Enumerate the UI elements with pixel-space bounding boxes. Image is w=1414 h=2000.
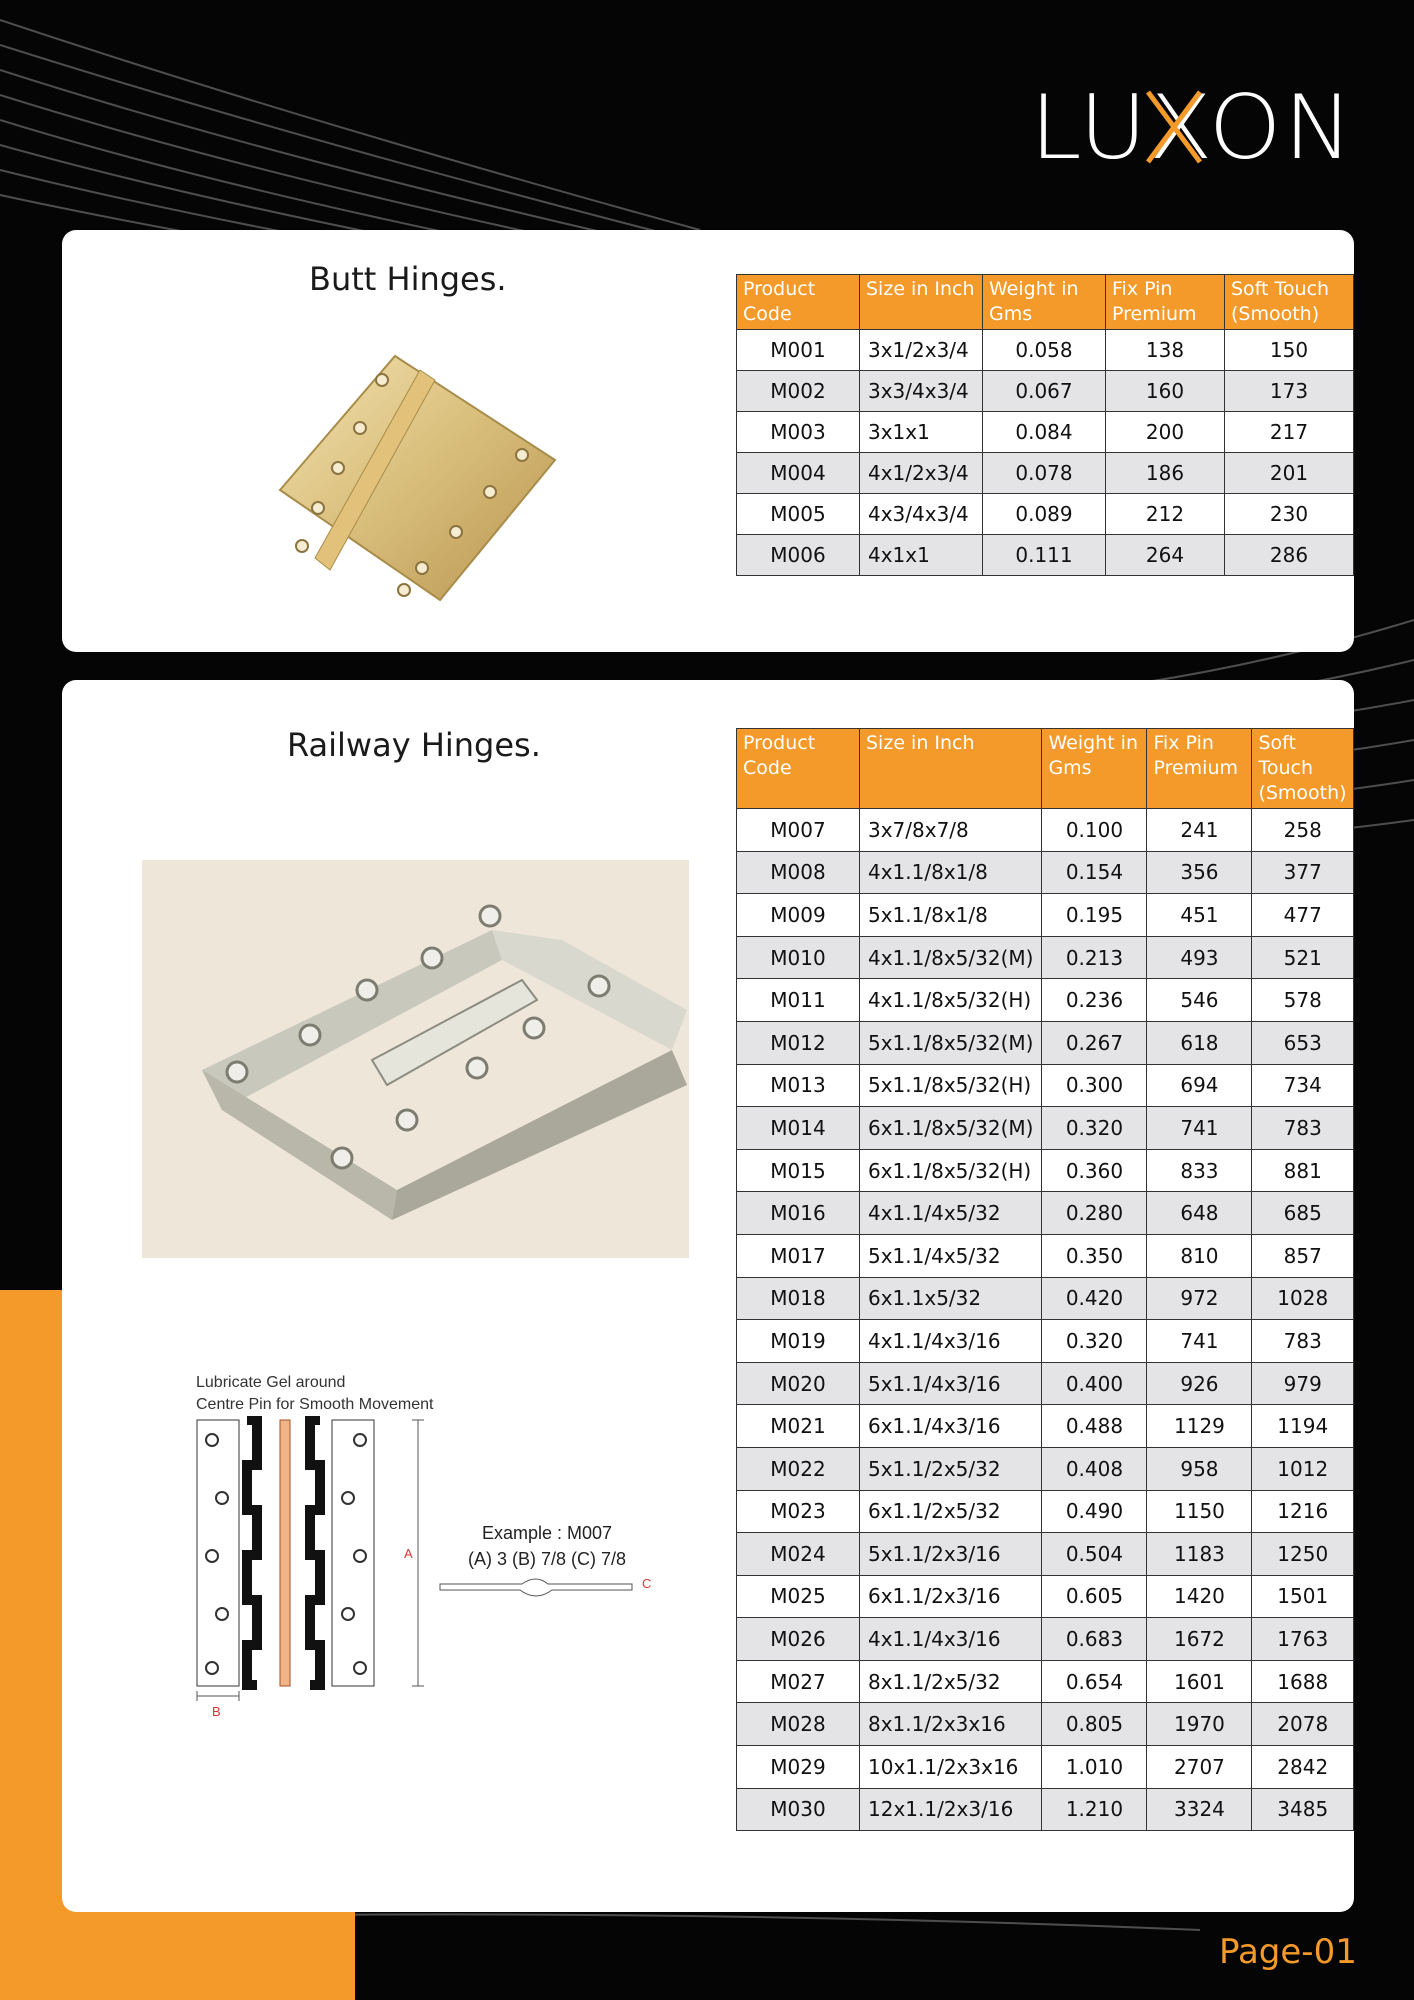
soft-touch-price-cell: 881 [1252,1149,1354,1192]
soft-touch-price-cell: 150 [1225,330,1354,371]
size-cell: 8x1.1/2x5/32 [860,1660,1042,1703]
weight-cell: 0.360 [1042,1149,1147,1192]
soft-touch-price-cell: 217 [1225,412,1354,453]
side-profile-schematic [436,1574,676,1610]
table-row [737,330,1354,371]
col-product-code: Product Code [737,275,860,330]
fix-pin-price-cell: 1129 [1147,1405,1252,1448]
soft-touch-price-cell: 2842 [1252,1746,1354,1789]
size-cell: 6x1.1/2x5/32 [860,1490,1042,1533]
fix-pin-price-cell: 833 [1147,1149,1252,1192]
weight-cell: 0.300 [1042,1064,1147,1107]
size-cell: 5x1.1/4x5/32 [860,1234,1042,1277]
weight-cell: 0.236 [1042,979,1147,1022]
size-cell: 6x1.1/8x5/32(M) [860,1107,1042,1150]
fix-pin-price-cell: 241 [1147,809,1252,852]
label-c: C [642,1576,652,1591]
soft-touch-price-cell: 1194 [1252,1405,1354,1448]
product-code-cell: M017 [737,1234,860,1277]
fix-pin-price-cell: 160 [1106,371,1225,412]
fix-pin-price-cell: 200 [1106,412,1225,453]
weight-cell: 0.213 [1042,936,1147,979]
product-code-cell: M015 [737,1149,860,1192]
weight-cell: 0.420 [1042,1277,1147,1320]
weight-cell: 0.805 [1042,1703,1147,1746]
size-cell: 5x1.1/4x3/16 [860,1362,1042,1405]
soft-touch-price-cell: 173 [1225,371,1354,412]
product-code-cell: M012 [737,1021,860,1064]
soft-touch-price-cell: 258 [1252,809,1354,852]
size-cell: 4x3/4x3/4 [860,494,983,535]
size-cell: 4x1/2x3/4 [860,453,983,494]
railway-hinge-photo [142,860,689,1258]
table-row [737,412,1354,453]
page-number: Page-01 [1219,1932,1357,1972]
soft-touch-price-cell: 979 [1252,1362,1354,1405]
soft-touch-price-cell: 1688 [1252,1660,1354,1703]
product-code-cell: M001 [737,330,860,371]
col-size: Size in Inch [860,729,1042,809]
fix-pin-price-cell: 1601 [1147,1660,1252,1703]
soft-touch-price-cell: 783 [1252,1320,1354,1363]
table-row [737,1107,1354,1150]
product-code-cell: M025 [737,1575,860,1618]
size-cell: 4x1.1/4x5/32 [860,1192,1042,1235]
weight-cell: 0.490 [1042,1490,1147,1533]
product-code-cell: M010 [737,936,860,979]
weight-cell: 0.408 [1042,1447,1147,1490]
size-cell: 4x1.1/4x3/16 [860,1618,1042,1661]
fix-pin-price-cell: 264 [1106,535,1225,576]
product-code-cell: M006 [737,535,860,576]
fix-pin-price-cell: 3324 [1147,1788,1252,1831]
table-row [737,1703,1354,1746]
product-code-cell: M028 [737,1703,860,1746]
soft-touch-price-cell: 1216 [1252,1490,1354,1533]
soft-touch-price-cell: 286 [1225,535,1354,576]
weight-cell: 0.320 [1042,1320,1147,1363]
fix-pin-price-cell: 546 [1147,979,1252,1022]
fix-pin-price-cell: 493 [1147,936,1252,979]
table-row [737,453,1354,494]
table-row [737,494,1354,535]
product-code-cell: M021 [737,1405,860,1448]
size-cell: 5x1.1/8x5/32(M) [860,1021,1042,1064]
size-cell: 6x1.1/2x3/16 [860,1575,1042,1618]
weight-cell: 0.350 [1042,1234,1147,1277]
size-cell: 8x1.1/2x3x16 [860,1703,1042,1746]
fix-pin-price-cell: 958 [1147,1447,1252,1490]
product-code-cell: M026 [737,1618,860,1661]
size-cell: 5x1.1/8x1/8 [860,894,1042,937]
weight-cell: 0.195 [1042,894,1147,937]
product-code-cell: M007 [737,809,860,852]
weight-cell: 0.683 [1042,1618,1147,1661]
col-product-code: Product Code [737,729,860,809]
product-code-cell: M027 [737,1660,860,1703]
table-row [737,936,1354,979]
table-row [737,1405,1354,1448]
soft-touch-price-cell: 521 [1252,936,1354,979]
product-code-cell: M011 [737,979,860,1022]
product-code-cell: M019 [737,1320,860,1363]
table-row [737,1021,1354,1064]
table-row [737,1660,1354,1703]
table-row [737,1447,1354,1490]
soft-touch-price-cell: 857 [1252,1234,1354,1277]
hinge-schematic [190,1416,430,1706]
size-cell: 3x7/8x7/8 [860,809,1042,852]
butt-hinge-photo [270,350,570,620]
table-row [737,1149,1354,1192]
fix-pin-price-cell: 138 [1106,330,1225,371]
product-code-cell: M013 [737,1064,860,1107]
weight-cell: 0.058 [983,330,1106,371]
fix-pin-price-cell: 741 [1147,1107,1252,1150]
product-code-cell: M008 [737,851,860,894]
fix-pin-price-cell: 186 [1106,453,1225,494]
table-row [737,894,1354,937]
weight-cell: 0.100 [1042,809,1147,852]
fix-pin-price-cell: 1420 [1147,1575,1252,1618]
size-cell: 4x1x1 [860,535,983,576]
fix-pin-price-cell: 1970 [1147,1703,1252,1746]
product-code-cell: M023 [737,1490,860,1533]
soft-touch-price-cell: 201 [1225,453,1354,494]
table-row [737,1277,1354,1320]
example-values: (A) 3 (B) 7/8 (C) 7/8 [468,1549,627,1569]
soft-touch-price-cell: 1012 [1252,1447,1354,1490]
product-code-cell: M002 [737,371,860,412]
soft-touch-price-cell: 1501 [1252,1575,1354,1618]
product-code-cell: M024 [737,1533,860,1576]
table-row [737,851,1354,894]
table-row [737,1192,1354,1235]
table-row [737,1064,1354,1107]
soft-touch-price-cell: 1250 [1252,1533,1354,1576]
label-b: B [212,1704,221,1719]
soft-touch-price-cell: 734 [1252,1064,1354,1107]
product-code-cell: M003 [737,412,860,453]
table-row [737,809,1354,852]
table-row [737,1618,1354,1661]
soft-touch-price-cell: 1763 [1252,1618,1354,1661]
size-cell: 6x1.1x5/32 [860,1277,1042,1320]
weight-cell: 1.010 [1042,1746,1147,1789]
table-row [737,1362,1354,1405]
weight-cell: 0.078 [983,453,1106,494]
butt-hinges-title: Butt Hinges. [309,260,507,298]
product-code-cell: M020 [737,1362,860,1405]
soft-touch-price-cell: 2078 [1252,1703,1354,1746]
weight-cell: 0.280 [1042,1192,1147,1235]
product-code-cell: M029 [737,1746,860,1789]
fix-pin-price-cell: 618 [1147,1021,1252,1064]
fix-pin-price-cell: 648 [1147,1192,1252,1235]
fix-pin-price-cell: 926 [1147,1362,1252,1405]
weight-cell: 1.210 [1042,1788,1147,1831]
example-title: Example : M007 [481,1523,613,1543]
col-fix-pin: Fix Pin Premium [1147,729,1252,809]
fix-pin-price-cell: 2707 [1147,1746,1252,1789]
soft-touch-price-cell: 230 [1225,494,1354,535]
table-header-row [737,729,1354,809]
product-code-cell: M014 [737,1107,860,1150]
weight-cell: 0.267 [1042,1021,1147,1064]
product-code-cell: M005 [737,494,860,535]
fix-pin-price-cell: 810 [1147,1234,1252,1277]
soft-touch-price-cell: 783 [1252,1107,1354,1150]
soft-touch-price-cell: 578 [1252,979,1354,1022]
table-row [737,979,1354,1022]
table-row [737,1234,1354,1277]
product-code-cell: M004 [737,453,860,494]
size-cell: 4x1.1/4x3/16 [860,1320,1042,1363]
product-code-cell: M009 [737,894,860,937]
product-code-cell: M018 [737,1277,860,1320]
fix-pin-price-cell: 1183 [1147,1533,1252,1576]
brand-name: LUXON [1030,78,1355,178]
size-cell: 3x1x1 [860,412,983,453]
col-size: Size in Inch [860,275,983,330]
soft-touch-price-cell: 3485 [1252,1788,1354,1831]
table-row [737,1575,1354,1618]
fix-pin-price-cell: 972 [1147,1277,1252,1320]
col-fix-pin: Fix Pin Premium [1106,275,1225,330]
table-header-row [737,275,1354,330]
soft-touch-price-cell: 653 [1252,1021,1354,1064]
product-code-cell: M030 [737,1788,860,1831]
size-cell: 5x1.1/2x3/16 [860,1533,1042,1576]
fix-pin-price-cell: 1150 [1147,1490,1252,1533]
weight-cell: 0.320 [1042,1107,1147,1150]
col-weight: Weight in Gms [983,275,1106,330]
col-weight: Weight in Gms [1042,729,1147,809]
col-soft-touch: Soft Touch (Smooth) [1225,275,1354,330]
fix-pin-price-cell: 694 [1147,1064,1252,1107]
weight-cell: 0.504 [1042,1533,1147,1576]
luxon-logo [1030,78,1355,178]
table-row [737,1490,1354,1533]
size-cell: 5x1.1/2x5/32 [860,1447,1042,1490]
fix-pin-price-cell: 212 [1106,494,1225,535]
example-block [468,1520,626,1572]
table-row [737,1746,1354,1789]
weight-cell: 0.605 [1042,1575,1147,1618]
size-cell: 10x1.1/2x3x16 [860,1746,1042,1789]
col-soft-touch: Soft Touch (Smooth) [1252,729,1354,809]
weight-cell: 0.084 [983,412,1106,453]
hinge-diagram [190,1368,670,1718]
weight-cell: 0.488 [1042,1405,1147,1448]
weight-cell: 0.067 [983,371,1106,412]
size-cell: 4x1.1/8x5/32(M) [860,936,1042,979]
table-row [737,1320,1354,1363]
table-row [737,371,1354,412]
size-cell: 5x1.1/8x5/32(H) [860,1064,1042,1107]
size-cell: 4x1.1/8x5/32(H) [860,979,1042,1022]
soft-touch-price-cell: 685 [1252,1192,1354,1235]
lubricate-note: Lubricate Gel around Centre Pin for Smooth Movement [196,1374,434,1413]
soft-touch-price-cell: 477 [1252,894,1354,937]
soft-touch-price-cell: 1028 [1252,1277,1354,1320]
weight-cell: 0.111 [983,535,1106,576]
size-cell: 3x1/2x3/4 [860,330,983,371]
weight-cell: 0.654 [1042,1660,1147,1703]
weight-cell: 0.400 [1042,1362,1147,1405]
fix-pin-price-cell: 451 [1147,894,1252,937]
size-cell: 3x3/4x3/4 [860,371,983,412]
size-cell: 6x1.1/4x3/16 [860,1405,1042,1448]
table-row [737,1533,1354,1576]
size-cell: 12x1.1/2x3/16 [860,1788,1042,1831]
butt-hinges-table [736,274,1354,576]
table-row [737,535,1354,576]
soft-touch-price-cell: 377 [1252,851,1354,894]
railway-hinges-title: Railway Hinges. [287,726,541,764]
size-cell: 6x1.1/8x5/32(H) [860,1149,1042,1192]
label-a: A [404,1546,413,1561]
size-cell: 4x1.1/8x1/8 [860,851,1042,894]
product-code-cell: M016 [737,1192,860,1235]
fix-pin-price-cell: 741 [1147,1320,1252,1363]
fix-pin-price-cell: 356 [1147,851,1252,894]
fix-pin-price-cell: 1672 [1147,1618,1252,1661]
weight-cell: 0.154 [1042,851,1147,894]
table-row [737,1788,1354,1831]
railway-hinges-table [736,728,1354,1831]
product-code-cell: M022 [737,1447,860,1490]
weight-cell: 0.089 [983,494,1106,535]
